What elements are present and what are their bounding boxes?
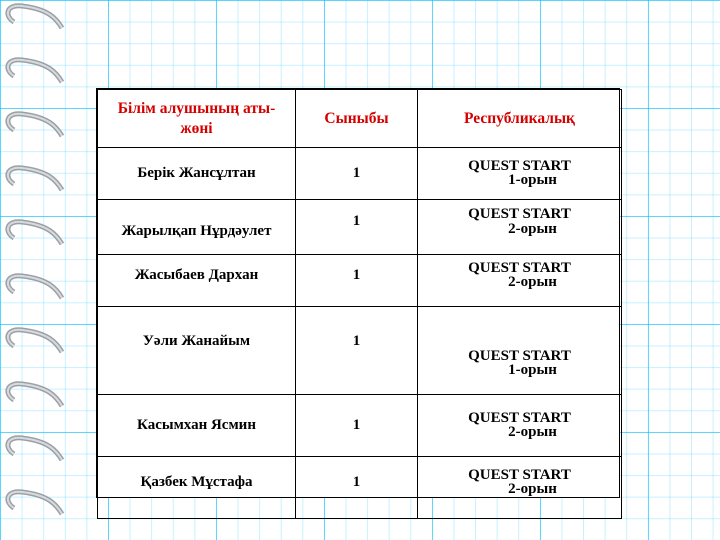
republican-result — [418, 395, 622, 457]
republican-result — [418, 250, 622, 302]
contest-place: 1-орын — [508, 172, 557, 188]
contest-name: QUEST START — [468, 157, 571, 174]
student-name: Қазбек Мұстафа — [98, 452, 296, 514]
student-name: Касымхан Ясмин — [98, 395, 296, 457]
student-name: Жарылқап Нұрдәулет — [98, 205, 296, 260]
spiral-binding-icon — [0, 0, 72, 540]
column-header-name: Білім алушының аты-жөні — [98, 90, 296, 148]
table-row — [98, 457, 622, 519]
student-class: 1 — [296, 250, 418, 302]
republican-result — [418, 195, 622, 250]
student-class: 1 — [296, 148, 418, 200]
table-row — [98, 307, 622, 395]
republican-result — [418, 148, 622, 200]
table-row — [98, 148, 622, 200]
contest-place: 2-орын — [508, 220, 557, 237]
student-class: 1 — [296, 395, 418, 457]
contest-place: 2-орын — [508, 424, 557, 440]
contest-name: QUEST START — [468, 409, 571, 426]
student-name: Жасыбаев Дархан — [98, 250, 296, 302]
column-header-republican: Республикалық — [418, 90, 622, 148]
contest-place: 2-орын — [508, 274, 557, 290]
contest-place: 2-орын — [508, 481, 557, 497]
table-header-row — [98, 90, 622, 148]
republican-result — [418, 307, 622, 395]
contest-name: QUEST START — [468, 206, 571, 223]
student-class: 1 — [296, 452, 418, 514]
results-sheet — [96, 88, 620, 498]
results-table — [97, 89, 622, 519]
student-name: Берік Жансұлтан — [98, 148, 296, 200]
table-row — [98, 395, 622, 457]
student-class: 1 — [296, 298, 418, 386]
contest-name: QUEST START — [468, 466, 571, 483]
contest-place: 1-орын — [508, 362, 557, 378]
contest-name: QUEST START — [468, 259, 571, 276]
student-class: 1 — [296, 195, 418, 250]
table-row — [98, 200, 622, 255]
student-name: Уәли Жанайым — [98, 298, 296, 386]
contest-name: QUEST START — [468, 347, 571, 364]
republican-result — [418, 452, 622, 514]
column-header-class: Сыныбы — [296, 90, 418, 148]
